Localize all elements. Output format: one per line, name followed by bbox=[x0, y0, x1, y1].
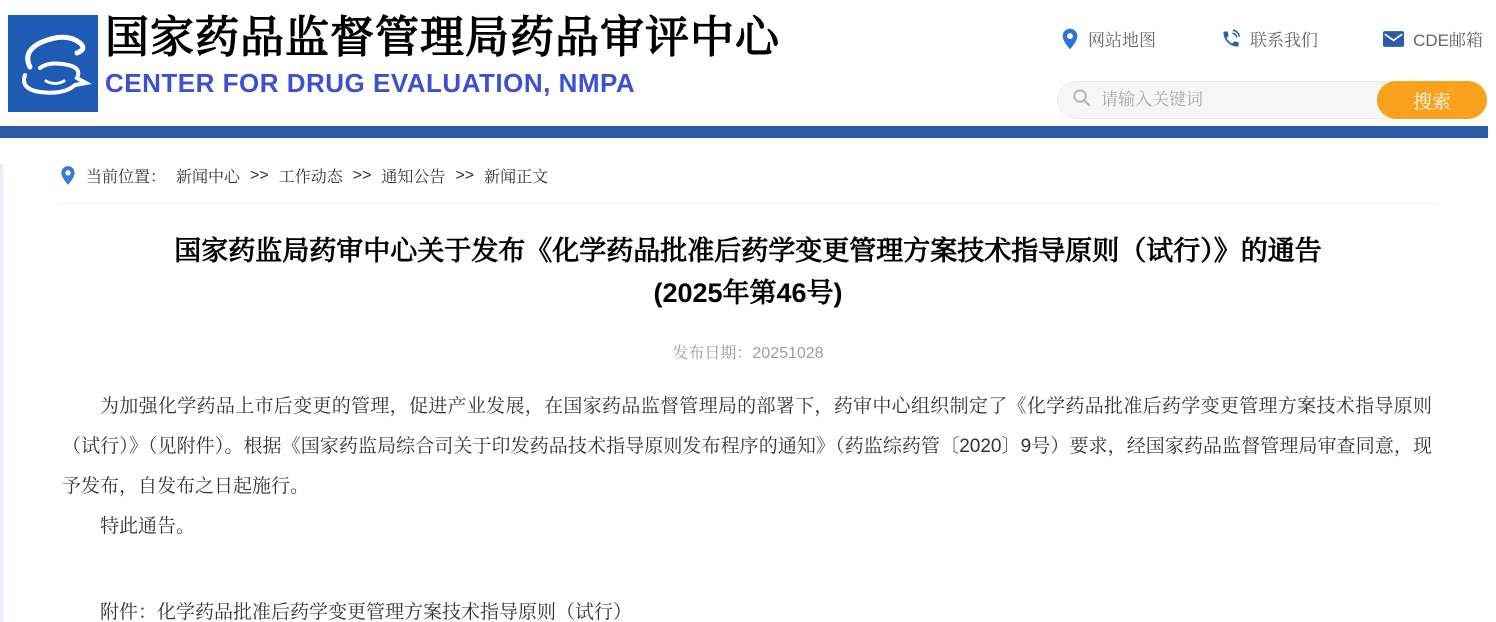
search-bar bbox=[1057, 81, 1487, 119]
cde-mail-label: CDE邮箱 bbox=[1413, 31, 1483, 50]
breadcrumb-separator: >> bbox=[455, 166, 475, 184]
header-quick-links bbox=[1057, 26, 1487, 51]
main-content bbox=[0, 164, 1496, 622]
site-title-en: CENTER FOR DRUG EVALUATION, NMPA bbox=[105, 68, 636, 98]
site-title-block bbox=[105, 12, 780, 99]
site-title-cn: 国家药品监督管理局药品审评中心 bbox=[105, 13, 780, 62]
header-divider-bar bbox=[0, 126, 1488, 138]
cde-logo[interactable] bbox=[8, 15, 98, 112]
search-button[interactable]: 搜索 bbox=[1377, 81, 1487, 119]
sitemap-label: 网站地图 bbox=[1088, 31, 1156, 50]
article-title bbox=[70, 230, 1426, 314]
article bbox=[0, 204, 1496, 622]
breadcrumb-item-news-center[interactable]: 新闻中心 bbox=[176, 169, 241, 186]
envelope-icon bbox=[1383, 31, 1404, 47]
article-paragraph: 为加强化学药品上市后变更的管理，促进产业发展，在国家药品监督管理局的部署下，药审中心组织制定了《化学药品批准后药学变更管理方案技术指导原则（试行）》（见附件）。根据《国家药监局综合司关于印发药品技术指导原则发布程序的通知》（药监综药管〔2020〕9号）要求，经国家药品监督管理局审查同意，现予发布，自发布之日起施行。 bbox=[62, 396, 1432, 497]
breadcrumb-separator: >> bbox=[352, 166, 372, 184]
breadcrumb-prefix: 当前位置： bbox=[86, 169, 167, 186]
cde-mail-link[interactable] bbox=[1383, 26, 1483, 51]
phone-icon bbox=[1221, 29, 1241, 49]
breadcrumb bbox=[60, 164, 1436, 204]
search-input[interactable] bbox=[1091, 90, 1378, 110]
breadcrumb-pin-icon bbox=[60, 165, 76, 186]
search-icon bbox=[1072, 88, 1091, 112]
breadcrumb-item-work-trends[interactable]: 工作动态 bbox=[278, 169, 343, 186]
article-body bbox=[62, 387, 1432, 622]
breadcrumb-item-notices[interactable]: 通知公告 bbox=[381, 169, 446, 186]
breadcrumb-item-article[interactable]: 新闻正文 bbox=[484, 169, 549, 186]
cde-swan-logo-icon bbox=[8, 15, 98, 112]
article-paragraph: 特此通告。 bbox=[100, 516, 196, 537]
contact-link[interactable] bbox=[1221, 26, 1318, 51]
attachment-label: 附件： bbox=[100, 602, 158, 622]
attachment-link[interactable]: 化学药品批准后药学变更管理方案技术指导原则（试行） bbox=[157, 602, 633, 622]
site-header bbox=[0, 0, 1496, 126]
article-title-line1: 国家药监局药审中心关于发布《化学药品批准后药学变更管理方案技术指导原则（试行）》的通告 bbox=[174, 236, 1322, 266]
publish-date: 发布日期：20251028 bbox=[672, 345, 824, 362]
attachment-row bbox=[62, 593, 1432, 622]
article-title-line2: (2025年第46号) bbox=[653, 278, 843, 308]
sitemap-link[interactable] bbox=[1061, 26, 1156, 51]
map-pin-icon bbox=[1061, 28, 1079, 50]
left-edge-strip bbox=[0, 164, 3, 622]
breadcrumb-separator: >> bbox=[250, 166, 269, 184]
contact-label: 联系我们 bbox=[1250, 31, 1319, 50]
